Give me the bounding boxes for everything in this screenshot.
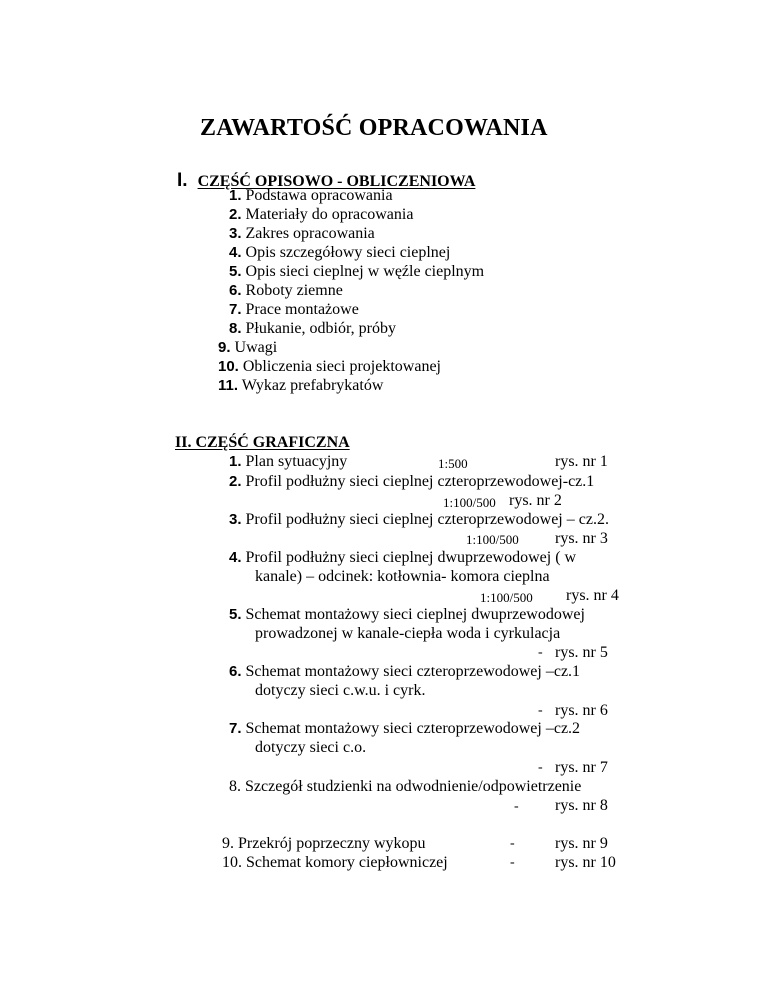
item-number: 6.: [229, 282, 242, 299]
list-item: [229, 664, 580, 680]
item-text: Schemat montażowy sieci czteroprzewodowej –cz.1: [245, 663, 581, 680]
list-item: [218, 340, 277, 356]
item-number: 4.: [229, 549, 242, 566]
item-drawing-number: rys. nr 2: [509, 492, 562, 509]
item-text: Opis szczegółowy sieci cieplnej: [245, 244, 451, 261]
list-item: [229, 264, 484, 280]
list-item: [229, 302, 359, 318]
item-scale: -: [510, 836, 515, 851]
item-text-continuation: dotyczy sieci c.o.: [255, 739, 367, 756]
item-text: Wykaz prefabrykatów: [241, 377, 384, 394]
item-text: Płukanie, odbiór, próby: [245, 320, 396, 337]
item-text: Opis sieci cieplnej w węźle cieplnym: [245, 263, 485, 280]
item-drawing-number: rys. nr 8: [555, 797, 608, 814]
item-drawing-number: rys. nr 10: [555, 854, 616, 871]
item-scale: 1:500: [438, 456, 468, 471]
item-drawing-number: rys. nr 1: [555, 453, 608, 470]
list-item: 8. Szczegół studzienki na odwodnienie/odpowietrzenie: [229, 778, 582, 795]
list-item: [218, 359, 441, 375]
item-scale: 1:100/500: [480, 590, 533, 605]
item-drawing-number: rys. nr 6: [555, 702, 608, 719]
item-number: 7.: [229, 720, 242, 737]
item-number: 4.: [229, 244, 242, 261]
item-number: 9.: [218, 339, 231, 356]
item-number: 11.: [218, 377, 239, 394]
item-text: Roboty ziemne: [245, 282, 343, 299]
item-text: Profil podłużny sieci cieplnej czteroprzewodowej-cz.1: [245, 473, 595, 490]
item-drawing-number: rys. nr 5: [555, 644, 608, 661]
item-number: 1.: [229, 187, 242, 204]
item-scale: 1:100/500: [443, 495, 496, 510]
list-item: 9. Przekrój poprzeczny wykopu: [222, 835, 426, 852]
item-text: Profil podłużny sieci cieplnej czteroprzewodowej – cz.2.: [245, 511, 609, 528]
item-text: Uwagi: [234, 339, 278, 356]
item-text-continuation: prowadzonej w kanale-ciepła woda i cyrkulacja: [255, 625, 561, 642]
list-item: [229, 207, 413, 223]
list-item: [229, 512, 609, 528]
list-item: [229, 454, 347, 470]
item-number: 8.: [229, 320, 242, 337]
item-drawing-number: rys. nr 3: [555, 530, 608, 547]
item-number: 2.: [229, 206, 242, 223]
list-item: [229, 283, 343, 299]
item-number: 7.: [229, 301, 242, 318]
item-number: 10.: [218, 358, 239, 375]
list-item: 10. Schemat komory ciepłowniczej: [222, 854, 448, 871]
item-number: 6.: [229, 663, 242, 680]
list-item: [229, 245, 450, 261]
item-text: Podstawa opracowania: [245, 187, 393, 204]
list-item: [229, 474, 594, 490]
item-scale: -: [538, 645, 543, 660]
item-number: 5.: [229, 606, 242, 623]
item-number: 2.: [229, 473, 242, 490]
item-text: Schemat montażowy sieci cieplnej dwuprzewodowej: [245, 606, 585, 623]
item-text: Zakres opracowania: [245, 225, 375, 242]
item-text: Profil podłużny sieci cieplnej dwuprzewodowej ( w: [245, 549, 577, 566]
item-text: Materiały do opracowania: [245, 206, 414, 223]
item-text: Schemat montażowy sieci czteroprzewodowej –cz.2: [245, 720, 581, 737]
item-number: 5.: [229, 263, 242, 280]
list-item: [229, 607, 585, 623]
item-drawing-number: rys. nr 7: [555, 759, 608, 776]
list-item: [229, 321, 396, 337]
item-text-continuation: dotyczy sieci c.w.u. i cyrk.: [255, 682, 426, 699]
item-scale: 1:100/500: [466, 532, 519, 547]
item-scale: -: [538, 760, 543, 775]
item-drawing-number: rys. nr 4: [566, 587, 619, 604]
item-text: Prace montażowe: [245, 301, 359, 318]
list-item: [229, 721, 580, 737]
section-1-title: CZĘŚĆ OPISOWO - OBLICZENIOWA: [197, 173, 476, 190]
item-number: 3.: [229, 511, 242, 528]
item-text: Obliczenia sieci projektowanej: [242, 358, 441, 375]
item-scale: -: [514, 799, 519, 814]
list-item: [218, 378, 383, 394]
list-item: [229, 226, 375, 242]
item-drawing-number: rys. nr 9: [555, 835, 608, 852]
item-number: 1.: [229, 453, 242, 470]
item-scale: -: [510, 855, 515, 870]
list-item: [229, 550, 576, 566]
document-title: ZAWARTOŚĆ OPRACOWANIA: [200, 115, 548, 141]
section-2-title: II. CZĘŚĆ GRAFICZNA: [175, 434, 350, 451]
item-text: Plan sytuacyjny: [245, 453, 348, 470]
section-1-numeral: I.: [177, 170, 188, 191]
item-text-continuation: kanale) – odcinek: kotłownia- komora cieplna: [255, 568, 550, 585]
item-number: 3.: [229, 225, 242, 242]
item-scale: -: [538, 703, 543, 718]
list-item: [229, 188, 393, 204]
